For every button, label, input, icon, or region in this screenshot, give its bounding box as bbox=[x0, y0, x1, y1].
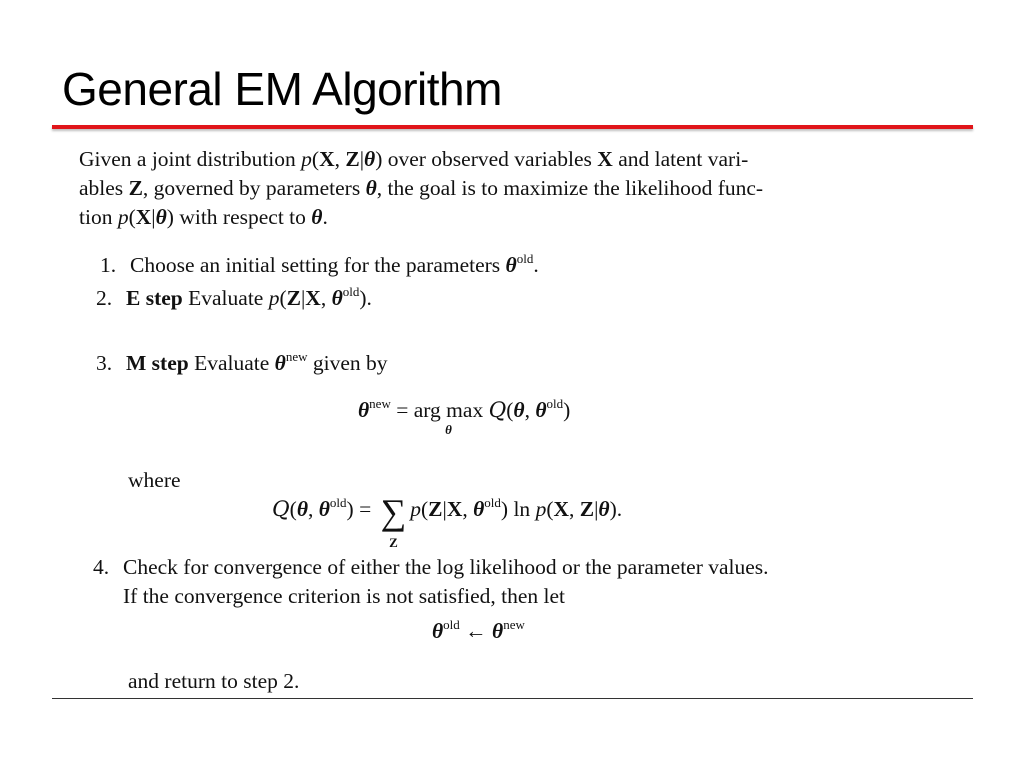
intro-line-3: tion p(X|θ) with respect to θ. bbox=[79, 205, 328, 229]
q-function-equation: Q(θ, $\theta^{old}$) = ∑ Z p(Z|X, $\theta^{old}$) ln p(X, Z|θ). bbox=[272, 492, 623, 550]
update-equation: $\theta^{old}$ ← $\theta^{new}$ bbox=[432, 617, 525, 643]
slide-title: General EM Algorithm bbox=[62, 63, 502, 115]
step-4-line-3: and return to step 2. bbox=[128, 669, 300, 693]
intro-line-2: ables Z, governed by parameters θ, the goal is to maximize the likelihood func- bbox=[79, 176, 764, 200]
intro-line-1: Given a joint distribution p(X, Z|θ) over observed variables X and latent vari- bbox=[79, 147, 749, 171]
step-2: 2. E step Evaluate p(Z|X, $\theta^{old}$). bbox=[96, 284, 372, 310]
step-1: 1. Choose an initial setting for the parameters $\theta^{old}$. bbox=[100, 251, 539, 277]
intro-paragraph bbox=[79, 145, 763, 232]
title-underline bbox=[52, 125, 973, 129]
step-3: 3. M step Evaluate $\theta^{new}$ given by bbox=[96, 349, 388, 375]
argmax-equation: $\theta^{new}$ = arg max θ Q(θ, $\theta^{old}$) bbox=[358, 396, 571, 437]
where-label: where bbox=[128, 468, 181, 492]
bottom-divider bbox=[52, 698, 973, 699]
step-4: 4. Check for convergence of either the log likelihood or the parameter values. bbox=[93, 555, 769, 579]
step-4-line-2: If the convergence criterion is not satisfied, then let bbox=[123, 584, 565, 608]
